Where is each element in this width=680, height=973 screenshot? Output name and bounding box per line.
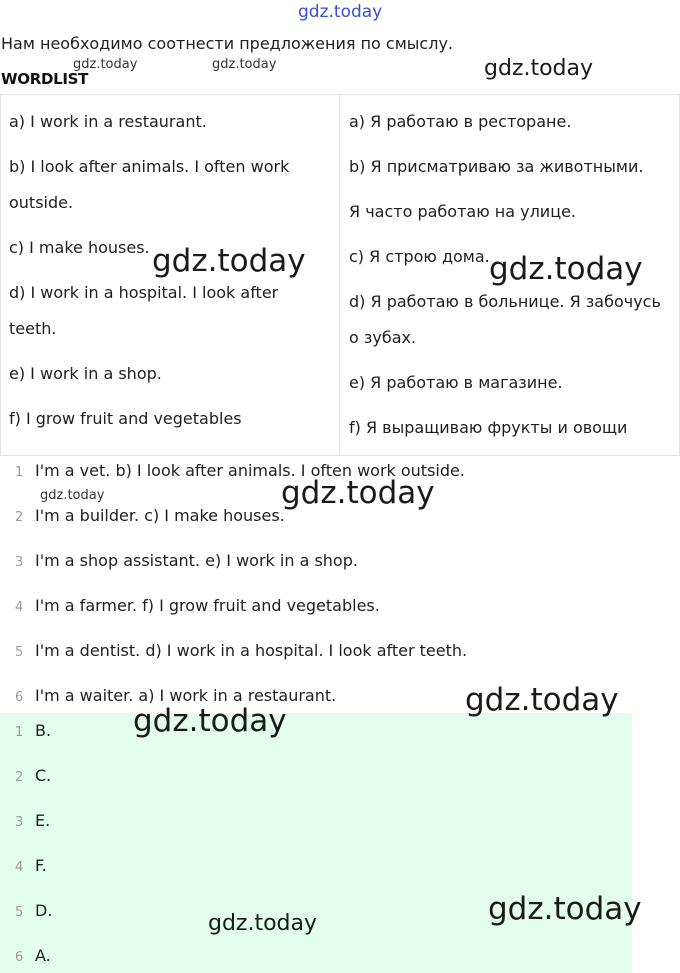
- watermark: gdz.today: [484, 56, 594, 81]
- watermark: gdz.today: [298, 2, 383, 22]
- wordlist-heading: WORDLIST: [1, 70, 89, 88]
- table-cell: о зубах.: [349, 328, 417, 347]
- list-item: 4 I'm a farmer. f) I grow fruit and vegetables.: [15, 596, 380, 615]
- list-item: 4 F.: [15, 856, 47, 875]
- table-cell: d) Я работаю в больнице. Я забочусь: [349, 292, 661, 311]
- list-item: 5 I'm a dentist. d) I work in a hospital. I look after teeth.: [15, 641, 468, 660]
- watermark: gdz.today: [152, 243, 306, 279]
- list-item: 5 D.: [15, 901, 53, 920]
- list-item: 6 A.: [15, 946, 51, 965]
- table-cell: с) Я строю дома.: [349, 247, 490, 266]
- table-cell: b) I look after animals. I often work: [9, 157, 290, 176]
- table-cell: Я часто работаю на улице.: [349, 202, 577, 221]
- watermark: gdz.today: [208, 911, 318, 936]
- list-item: 2 C.: [15, 766, 52, 785]
- intro-text: Нам необходимо соотнести предложения по смыслу.: [1, 34, 453, 53]
- table-cell: b) Я присматриваю за животными.: [349, 157, 644, 176]
- watermark: gdz.today: [489, 251, 643, 287]
- table-cell: c) I make houses.: [9, 238, 150, 257]
- watermark: gdz.today: [488, 891, 642, 927]
- table-cell: outside.: [9, 193, 74, 212]
- list-item: 1 I'm a vet. b) I look after animals. I often work outside.: [15, 461, 465, 480]
- list-item: 6 I'm a waiter. a) I work in a restaurant.: [15, 686, 337, 705]
- watermark: gdz.today: [465, 682, 619, 718]
- watermark: gdz.today: [212, 57, 277, 72]
- list-item: 3 I'm a shop assistant. e) I work in a shop.: [15, 551, 358, 570]
- watermark: gdz.today: [133, 703, 287, 739]
- table-cell: d) I work in a hospital. I look after: [9, 283, 279, 302]
- table-cell: teeth.: [9, 319, 57, 338]
- table-cell: а) Я работаю в ресторане.: [349, 112, 572, 131]
- list-item: 1 B.: [15, 721, 52, 740]
- watermark: gdz.today: [73, 57, 138, 72]
- table-cell: e) I work in a shop.: [9, 364, 162, 383]
- list-item: 3 E.: [15, 811, 51, 830]
- table-cell: е) Я работаю в магазине.: [349, 373, 563, 392]
- table-cell: a) I work in a restaurant.: [9, 112, 207, 131]
- watermark: gdz.today: [281, 475, 435, 511]
- table-cell: f) Я выращиваю фрукты и овощи: [349, 418, 628, 437]
- table-cell: f) I grow fruit and vegetables: [9, 409, 242, 428]
- list-item: 2 I'm a builder. c) I make houses.: [15, 506, 285, 525]
- watermark: gdz.today: [40, 488, 105, 503]
